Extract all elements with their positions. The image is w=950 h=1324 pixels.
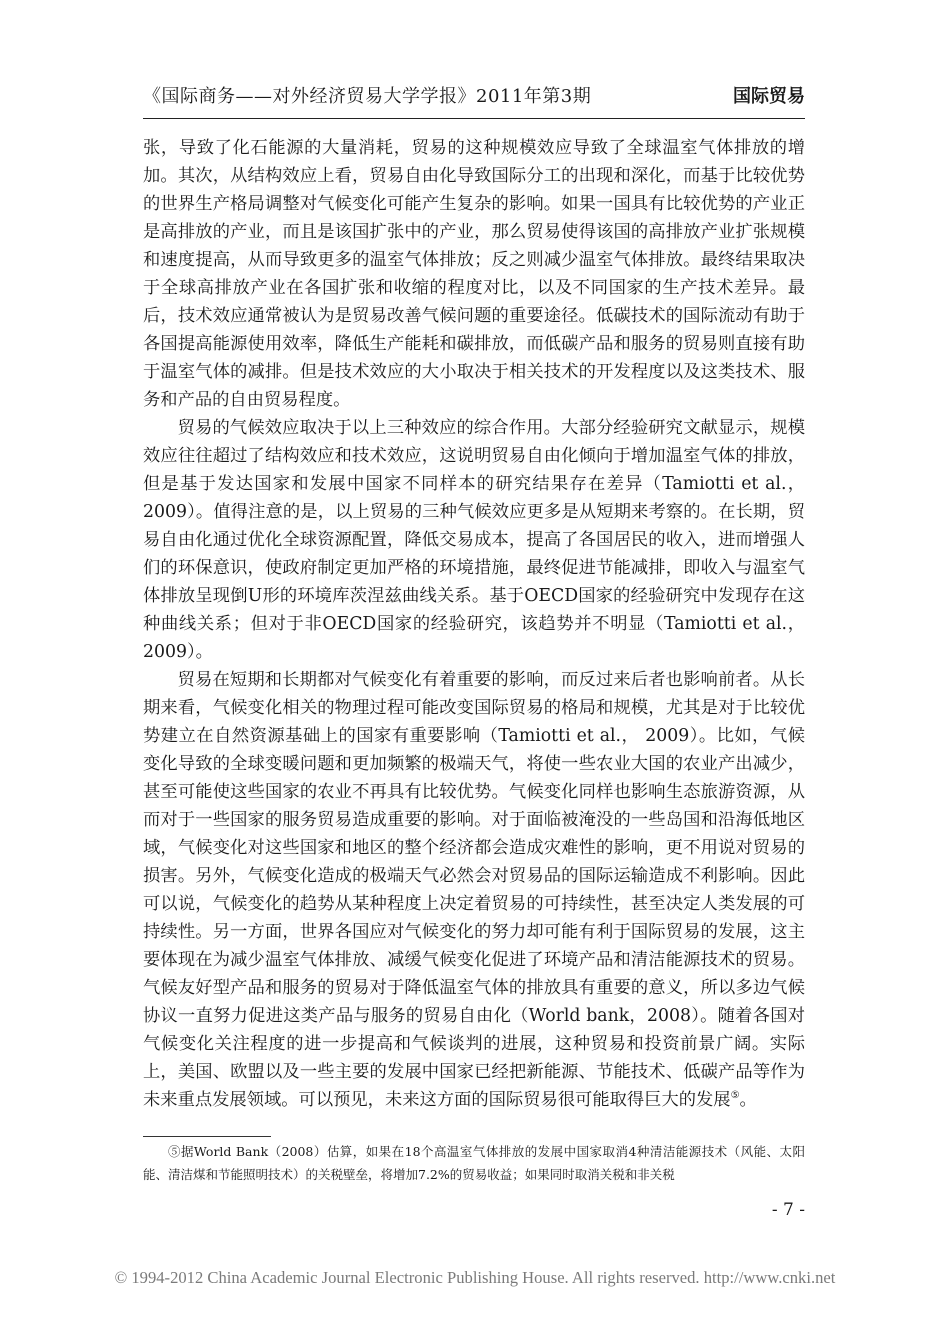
footnote: ⑤据World Bank（2008）估算，如果在18个高温室气体排放的发展中国家取消4种清洁能源技术（风能、太阳能、清洁煤和节能照明技术）的关税壁垒，将增加7.2%的贸易收益；如果同时取消关税和非关税: [143, 1144, 805, 1182]
footnote-reference[interactable]: ⑤: [730, 1090, 740, 1102]
paragraph-trade-climate-interaction: 贸易在短期和长期都对气候变化有着重要的影响，而反过来后者也影响前者。从长期来看，气候变化相关的物理过程可能改变国际贸易的格局和规模，尤其是对于比较优势建立在自然资源基础上的国家有重要影响（Tamiotti et al.， 2009）。比如，气候变化导致的全球变暖问题和更加频繁的极端天气，将使一些农业大国的农业产出减少，甚至可能使这些国家的农业不再具有比较优势。气候变化同样也影响生态旅游资源，从而对于一些国家的服务贸易造成重要的影响。对于面临被淹没的一些岛国和沿海低地区域，气候变化对这些国家和地区的整个经济都会造成灾难性的影响，更不用说对贸易的损害。另外，气候变化造成的极端天气必然会对贸易品的国际运输造成不利影响。因此可以说，气候变化的趋势从某种程度上决定着贸易的可持续性，甚至决定人类发展的可持续性。另一方面，世界各国应对气候变化的努力却可能有利于国际贸易的发展，这主要体现在为减少温室气体排放、减缓气候变化促进了环境产品和清洁能源技术的贸易。气候友好型产品和服务的贸易对于降低温室气体的排放具有重要的意义，所以多边气候协议一直努力促进这类产品与服务的贸易自由化（World bank，2008）。随着各国对气候变化关注程度的进一步提高和气候谈判的进展，这种贸易和投资前景广阔。实际上，美国、欧盟以及一些主要的发展中国家已经把新能源、节能技术、低碳产品等作为未来重点发展领域。可以预见，未来这方面的国际贸易很可能取得巨大的发展⑤。: [143, 670, 805, 1110]
footnote-divider: [143, 1136, 271, 1137]
header-divider: [143, 118, 805, 119]
section-title: 国际贸易: [733, 86, 805, 107]
running-header: [143, 84, 805, 114]
copyright-watermark: © 1994-2012 China Academic Journal Electronic Publishing House. All rights reserved. http://www.cnki.net: [114, 1268, 836, 1287]
paragraph-continued: 张，导致了化石能源的大量消耗，贸易的这种规模效应导致了全球温室气体排放的增加。其次，从结构效应上看，贸易自由化导致国际分工的出现和深化，而基于比较优势的世界生产格局调整对气候变化可能产生复杂的影响。如果一国具有比较优势的产业正是高排放的产业，而且是该国扩张中的产业，那么贸易使得该国的高排放产业扩张规模和速度提高，从而导致更多的温室气体排放；反之则减少温室气体排放。最终结果取决于全球高排放产业在各国扩张和收缩的程度对比，以及不同国家的生产技术差异。最后，技术效应通常被认为是贸易改善气候问题的重要途径。低碳技术的国际流动有助于各国提高能源使用效率，降低生产能耗和碳排放，而低碳产品和服务的贸易则直接有助于温室气体的减排。但是技术效应的大小取决于相关技术的开发程度以及这类技术、服务和产品的自由贸易程度。: [143, 138, 805, 410]
paragraph-climate-effects: 贸易的气候效应取决于以上三种效应的综合作用。大部分经验研究文献显示，规模效应往往超过了结构效应和技术效应，这说明贸易自由化倾向于增加温室气体的排放，但是基于发达国家和发展中国家不同样本的研究结果存在差异（Tamiotti et al.，2009）。值得注意的是，以上贸易的三种气候效应更多是从短期来考察的。在长期，贸易自由化通过优化全球资源配置，降低交易成本，提高了各国居民的收入，进而增强人们的环保意识，使政府制定更加严格的环境措施，最终促进节能减排，即收入与温室气体排放呈现倒U形的环境库茨涅兹曲线关系。基于OECD国家的经验研究中发现存在这种曲线关系；但对于非OECD国家的经验研究，该趋势并不明显（Tamiotti et al.，2009）。: [143, 418, 805, 662]
paragraph-text: 贸易在短期和长期都对气候变化有着重要的影响，而反过来后者也影响前者。从长期来看，气候变化相关的物理过程可能改变国际贸易的格局和规模，尤其是对于比较优势建立在自然资源基础上的国家有重要影响（Tamiotti et al.， 2009）。比如，气候变化导致的全球变暖问题和更加频繁的极端天气，将使一些农业大国的农业产出减少，甚至可能使这些国家的农业不再具有比较优势。气候变化同样也影响生态旅游资源，从而对于一些国家的服务贸易造成重要的影响。对于面临被淹没的一些岛国和沿海低地区域，气候变化对这些国家和地区的整个经济都会造成灾难性的影响，更不用说对贸易的损害。另外，气候变化造成的极端天气必然会对贸易品的国际运输造成不利影响。因此可以说，气候变化的趋势从某种程度上决定着贸易的可持续性，甚至决定人类发展的可持续性。另一方面，世界各国应对气候变化的努力却可能有利于国际贸易的发展，这主要体现在为减少温室气体排放、减缓气候变化促进了环境产品和清洁能源技术的贸易。气候友好型产品和服务的贸易对于降低温室气体的排放具有重要的意义，所以多边气候协议一直努力促进这类产品与服务的贸易自由化（World bank，2008）。随着各国对气候变化关注程度的进一步提高和气候谈判的进展，这种贸易和投资前景广阔。实际上，美国、欧盟以及一些主要的发展中国家已经把新能源、节能技术、低碳产品等作为未来重点发展领域。可以预见，未来这方面的国际贸易很可能取得巨大的发展: [143, 670, 805, 1110]
article-body: [143, 134, 805, 1114]
page-number: - 7 -: [771, 1200, 805, 1220]
journal-title: 《国际商务——对外经济贸易大学学报》2011年第3期: [143, 86, 592, 107]
